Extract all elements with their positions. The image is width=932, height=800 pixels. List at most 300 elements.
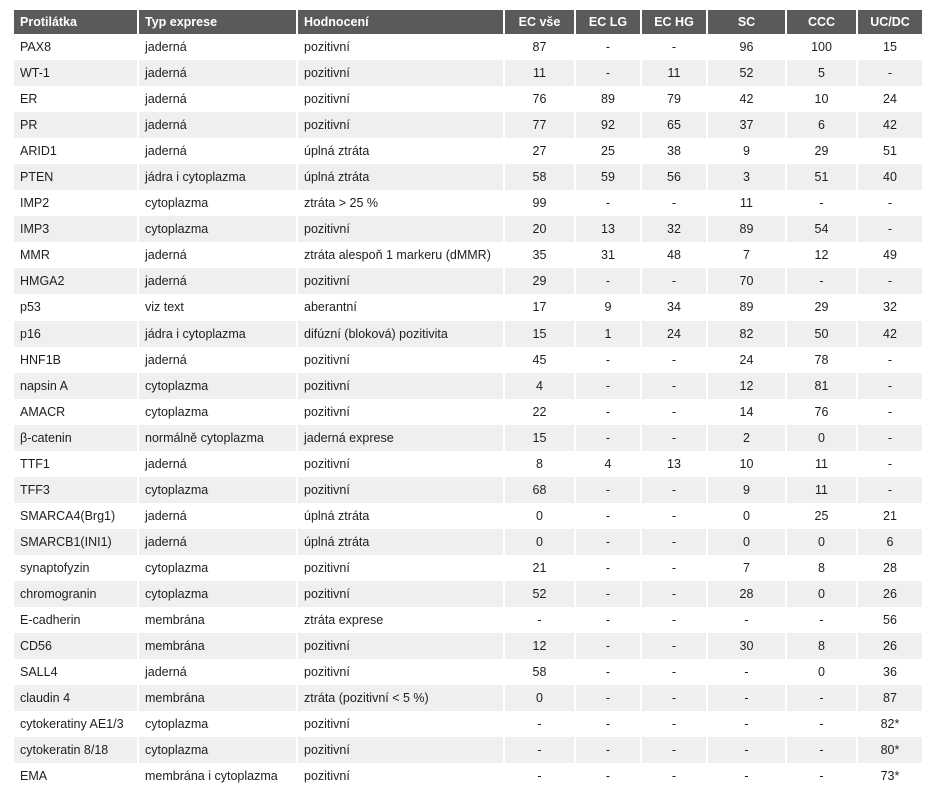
table-row [14, 294, 922, 320]
cell-ccc: 6 [787, 112, 856, 138]
cell-uc-dc: - [858, 425, 922, 451]
cell-sc: - [708, 763, 785, 789]
cell-expression-type: cytoplazma [139, 581, 296, 607]
cell-uc-dc: 26 [858, 581, 922, 607]
table-row [14, 138, 922, 164]
cell-ec-lg: - [576, 685, 640, 711]
table-row [14, 555, 922, 581]
cell-sc: 96 [708, 34, 785, 60]
cell-expression-type: jaderná [139, 503, 296, 529]
cell-expression-type: cytoplazma [139, 711, 296, 737]
cell-sc: 37 [708, 112, 785, 138]
cell-ec-lg: - [576, 373, 640, 399]
cell-ec-lg: - [576, 60, 640, 86]
cell-evaluation: pozitivní [298, 60, 503, 86]
cell-ec-hg: 11 [642, 60, 706, 86]
cell-ec-lg: - [576, 633, 640, 659]
cell-sc: 3 [708, 164, 785, 190]
table-row [14, 347, 922, 373]
table-row [14, 321, 922, 347]
cell-uc-dc: 42 [858, 112, 922, 138]
cell-ec-lg: - [576, 190, 640, 216]
table-row [14, 164, 922, 190]
cell-uc-dc: - [858, 347, 922, 373]
cell-ec-lg: 1 [576, 321, 640, 347]
cell-uc-dc: - [858, 451, 922, 477]
cell-expression-type: jádra i cytoplazma [139, 164, 296, 190]
cell-ec-hg: - [642, 190, 706, 216]
cell-ec-all: 21 [505, 555, 574, 581]
cell-uc-dc: 32 [858, 294, 922, 320]
cell-evaluation: aberantní [298, 294, 503, 320]
cell-sc: 9 [708, 138, 785, 164]
cell-evaluation: pozitivní [298, 763, 503, 789]
cell-ec-all: 15 [505, 321, 574, 347]
cell-evaluation: úplná ztráta [298, 164, 503, 190]
header-ccc: CCC [787, 10, 856, 34]
table-row [14, 399, 922, 425]
cell-expression-type: normálně cytoplazma [139, 425, 296, 451]
cell-sc: 7 [708, 555, 785, 581]
cell-evaluation: úplná ztráta [298, 138, 503, 164]
cell-ccc: 11 [787, 477, 856, 503]
cell-antibody: SMARCB1(INI1) [14, 529, 137, 555]
cell-ec-all: - [505, 763, 574, 789]
header-typ-exprese: Typ exprese [139, 10, 296, 34]
cell-sc: 9 [708, 477, 785, 503]
cell-ccc: 29 [787, 138, 856, 164]
cell-ccc: 11 [787, 451, 856, 477]
cell-ec-all: 45 [505, 347, 574, 373]
cell-evaluation: pozitivní [298, 399, 503, 425]
cell-evaluation: ztráta (pozitivní < 5 %) [298, 685, 503, 711]
cell-antibody: IMP3 [14, 216, 137, 242]
cell-uc-dc: - [858, 373, 922, 399]
cell-evaluation: pozitivní [298, 659, 503, 685]
cell-ec-hg: - [642, 763, 706, 789]
cell-antibody: EMA [14, 763, 137, 789]
cell-expression-type: jaderná [139, 60, 296, 86]
cell-antibody: cytokeratin 8/18 [14, 737, 137, 763]
cell-antibody: napsin A [14, 373, 137, 399]
cell-ec-lg: - [576, 737, 640, 763]
cell-expression-type: cytoplazma [139, 399, 296, 425]
cell-ec-lg: 59 [576, 164, 640, 190]
header-ec-hg: EC HG [642, 10, 706, 34]
cell-sc: 24 [708, 347, 785, 373]
cell-ec-hg: - [642, 711, 706, 737]
cell-ccc: 51 [787, 164, 856, 190]
cell-sc: 28 [708, 581, 785, 607]
cell-ec-hg: - [642, 373, 706, 399]
cell-ccc: 0 [787, 581, 856, 607]
cell-ec-hg: 79 [642, 86, 706, 112]
cell-sc: - [708, 737, 785, 763]
cell-ec-hg: - [642, 268, 706, 294]
cell-evaluation: ztráta alespoň 1 markeru (dMMR) [298, 242, 503, 268]
cell-expression-type: cytoplazma [139, 190, 296, 216]
cell-ec-lg: - [576, 763, 640, 789]
header-uc-dc: UC/DC [858, 10, 922, 34]
cell-ccc: 0 [787, 529, 856, 555]
table-row [14, 503, 922, 529]
cell-ec-all: 0 [505, 503, 574, 529]
cell-antibody: ARID1 [14, 138, 137, 164]
cell-ec-hg: 13 [642, 451, 706, 477]
cell-uc-dc: - [858, 399, 922, 425]
cell-evaluation: pozitivní [298, 373, 503, 399]
cell-ec-all: 0 [505, 529, 574, 555]
cell-ec-all: 58 [505, 659, 574, 685]
cell-expression-type: jaderná [139, 242, 296, 268]
cell-ec-hg: - [642, 425, 706, 451]
cell-uc-dc: 87 [858, 685, 922, 711]
header-protilatka: Protilátka [14, 10, 137, 34]
cell-expression-type: cytoplazma [139, 373, 296, 399]
cell-uc-dc: 42 [858, 321, 922, 347]
cell-evaluation: ztráta exprese [298, 607, 503, 633]
cell-evaluation: pozitivní [298, 581, 503, 607]
cell-expression-type: membrána [139, 685, 296, 711]
cell-ec-hg: 56 [642, 164, 706, 190]
table-row [14, 763, 922, 789]
cell-uc-dc: 80* [858, 737, 922, 763]
cell-sc: 42 [708, 86, 785, 112]
table-row [14, 60, 922, 86]
cell-uc-dc: 26 [858, 633, 922, 659]
cell-uc-dc: 15 [858, 34, 922, 60]
cell-ccc: 8 [787, 633, 856, 659]
table-row [14, 86, 922, 112]
cell-ec-all: 11 [505, 60, 574, 86]
cell-antibody: cytokeratiny AE1/3 [14, 711, 137, 737]
cell-ec-hg: - [642, 555, 706, 581]
cell-antibody: IMP2 [14, 190, 137, 216]
cell-ec-lg: - [576, 607, 640, 633]
cell-ec-all: 20 [505, 216, 574, 242]
header-row [14, 10, 922, 34]
cell-evaluation: úplná ztráta [298, 529, 503, 555]
cell-sc: 30 [708, 633, 785, 659]
cell-ec-all: - [505, 711, 574, 737]
cell-sc: - [708, 711, 785, 737]
cell-uc-dc: 56 [858, 607, 922, 633]
table-row [14, 529, 922, 555]
cell-expression-type: cytoplazma [139, 216, 296, 242]
cell-ec-all: 68 [505, 477, 574, 503]
cell-antibody: PAX8 [14, 34, 137, 60]
table-row [14, 711, 922, 737]
cell-ccc: - [787, 268, 856, 294]
cell-ec-all: - [505, 607, 574, 633]
cell-antibody: E-cadherin [14, 607, 137, 633]
header-hodnoceni: Hodnocení [298, 10, 503, 34]
cell-antibody: claudin 4 [14, 685, 137, 711]
cell-antibody: TTF1 [14, 451, 137, 477]
cell-expression-type: jaderná [139, 347, 296, 373]
cell-ec-lg: - [576, 555, 640, 581]
cell-sc: - [708, 685, 785, 711]
table-row [14, 451, 922, 477]
cell-ec-lg: - [576, 529, 640, 555]
table-row [14, 425, 922, 451]
header-sc: SC [708, 10, 785, 34]
cell-ec-all: 77 [505, 112, 574, 138]
cell-sc: 70 [708, 268, 785, 294]
cell-uc-dc: 21 [858, 503, 922, 529]
cell-expression-type: cytoplazma [139, 477, 296, 503]
cell-expression-type: membrána [139, 633, 296, 659]
cell-antibody: synaptofyzin [14, 555, 137, 581]
cell-ec-all: 15 [505, 425, 574, 451]
table-row [14, 607, 922, 633]
cell-antibody: HNF1B [14, 347, 137, 373]
cell-uc-dc: 28 [858, 555, 922, 581]
cell-ec-hg: - [642, 737, 706, 763]
cell-ccc: - [787, 607, 856, 633]
cell-ec-lg: 13 [576, 216, 640, 242]
cell-ccc: - [787, 190, 856, 216]
cell-uc-dc: 40 [858, 164, 922, 190]
table-row [14, 659, 922, 685]
table-row [14, 216, 922, 242]
cell-antibody: β-catenin [14, 425, 137, 451]
cell-antibody: ER [14, 86, 137, 112]
table-row [14, 34, 922, 60]
cell-ccc: - [787, 685, 856, 711]
cell-evaluation: pozitivní [298, 112, 503, 138]
cell-evaluation: pozitivní [298, 268, 503, 294]
cell-antibody: MMR [14, 242, 137, 268]
cell-expression-type: jaderná [139, 529, 296, 555]
cell-ec-hg: - [642, 685, 706, 711]
cell-antibody: p16 [14, 321, 137, 347]
cell-evaluation: pozitivní [298, 555, 503, 581]
cell-ec-hg: - [642, 581, 706, 607]
cell-ec-hg: - [642, 347, 706, 373]
cell-ec-all: 17 [505, 294, 574, 320]
cell-ec-lg: 4 [576, 451, 640, 477]
cell-ccc: 50 [787, 321, 856, 347]
cell-ec-all: 87 [505, 34, 574, 60]
cell-ec-hg: - [642, 399, 706, 425]
header-ec-vse: EC vše [505, 10, 574, 34]
cell-ec-all: 4 [505, 373, 574, 399]
cell-uc-dc: - [858, 190, 922, 216]
cell-sc: 10 [708, 451, 785, 477]
cell-ec-hg: 65 [642, 112, 706, 138]
cell-ccc: 100 [787, 34, 856, 60]
table-body [14, 34, 922, 789]
table-row [14, 112, 922, 138]
cell-uc-dc: - [858, 268, 922, 294]
table-row [14, 633, 922, 659]
cell-evaluation: pozitivní [298, 451, 503, 477]
cell-sc: 14 [708, 399, 785, 425]
cell-ec-hg: - [642, 34, 706, 60]
cell-ec-lg: - [576, 503, 640, 529]
cell-sc: - [708, 659, 785, 685]
cell-ec-lg: - [576, 399, 640, 425]
cell-sc: 2 [708, 425, 785, 451]
cell-expression-type: cytoplazma [139, 555, 296, 581]
cell-ec-all: 0 [505, 685, 574, 711]
cell-ccc: 54 [787, 216, 856, 242]
cell-evaluation: pozitivní [298, 216, 503, 242]
cell-ec-lg: - [576, 425, 640, 451]
cell-ec-lg: 9 [576, 294, 640, 320]
cell-sc: 0 [708, 529, 785, 555]
cell-ccc: 81 [787, 373, 856, 399]
cell-evaluation: jaderná exprese [298, 425, 503, 451]
cell-ec-hg: 38 [642, 138, 706, 164]
cell-sc: 12 [708, 373, 785, 399]
table-row [14, 268, 922, 294]
cell-uc-dc: 6 [858, 529, 922, 555]
cell-uc-dc: - [858, 60, 922, 86]
cell-antibody: PTEN [14, 164, 137, 190]
cell-ec-all: 22 [505, 399, 574, 425]
cell-ec-hg: 48 [642, 242, 706, 268]
cell-ec-lg: - [576, 34, 640, 60]
cell-evaluation: pozitivní [298, 711, 503, 737]
cell-sc: 89 [708, 216, 785, 242]
cell-ec-lg: 25 [576, 138, 640, 164]
cell-ccc: - [787, 737, 856, 763]
table-row [14, 242, 922, 268]
cell-antibody: CD56 [14, 633, 137, 659]
cell-expression-type: jaderná [139, 86, 296, 112]
cell-ec-all: 8 [505, 451, 574, 477]
table-row [14, 581, 922, 607]
cell-ec-all: 58 [505, 164, 574, 190]
table-row [14, 477, 922, 503]
cell-ec-lg: - [576, 659, 640, 685]
cell-ec-all: 99 [505, 190, 574, 216]
cell-sc: - [708, 607, 785, 633]
table-row [14, 685, 922, 711]
cell-ec-all: 35 [505, 242, 574, 268]
cell-sc: 82 [708, 321, 785, 347]
cell-expression-type: cytoplazma [139, 737, 296, 763]
cell-antibody: p53 [14, 294, 137, 320]
cell-antibody: HMGA2 [14, 268, 137, 294]
cell-ec-all: - [505, 737, 574, 763]
cell-ec-all: 76 [505, 86, 574, 112]
cell-uc-dc: 49 [858, 242, 922, 268]
cell-ec-hg: - [642, 503, 706, 529]
cell-ccc: 12 [787, 242, 856, 268]
cell-antibody: AMACR [14, 399, 137, 425]
cell-ec-hg: - [642, 477, 706, 503]
cell-expression-type: membrána i cytoplazma [139, 763, 296, 789]
cell-evaluation: pozitivní [298, 737, 503, 763]
cell-expression-type: jaderná [139, 138, 296, 164]
cell-ccc: 29 [787, 294, 856, 320]
cell-evaluation: pozitivní [298, 477, 503, 503]
table-row [14, 737, 922, 763]
cell-expression-type: jaderná [139, 659, 296, 685]
cell-evaluation: ztráta > 25 % [298, 190, 503, 216]
header-ec-lg: EC LG [576, 10, 640, 34]
cell-ec-lg: - [576, 711, 640, 737]
cell-ec-lg: 89 [576, 86, 640, 112]
cell-ec-hg: - [642, 659, 706, 685]
cell-expression-type: membrána [139, 607, 296, 633]
cell-sc: 11 [708, 190, 785, 216]
cell-ec-all: 12 [505, 633, 574, 659]
cell-antibody: SMARCA4(Brg1) [14, 503, 137, 529]
cell-ccc: - [787, 711, 856, 737]
cell-ec-lg: - [576, 347, 640, 373]
cell-ec-all: 27 [505, 138, 574, 164]
cell-uc-dc: 73* [858, 763, 922, 789]
cell-ec-all: 29 [505, 268, 574, 294]
cell-ec-hg: - [642, 633, 706, 659]
cell-antibody: SALL4 [14, 659, 137, 685]
cell-evaluation: úplná ztráta [298, 503, 503, 529]
cell-ec-lg: - [576, 268, 640, 294]
cell-expression-type: jaderná [139, 451, 296, 477]
cell-sc: 89 [708, 294, 785, 320]
cell-ec-lg: - [576, 581, 640, 607]
cell-sc: 7 [708, 242, 785, 268]
cell-ccc: - [787, 763, 856, 789]
cell-uc-dc: 82* [858, 711, 922, 737]
cell-antibody: chromogranin [14, 581, 137, 607]
cell-ccc: 0 [787, 425, 856, 451]
cell-evaluation: pozitivní [298, 86, 503, 112]
table-row [14, 373, 922, 399]
cell-expression-type: viz text [139, 294, 296, 320]
cell-antibody: WT-1 [14, 60, 137, 86]
cell-sc: 0 [708, 503, 785, 529]
cell-ec-hg: - [642, 529, 706, 555]
cell-ec-hg: 32 [642, 216, 706, 242]
cell-sc: 52 [708, 60, 785, 86]
cell-ccc: 25 [787, 503, 856, 529]
cell-expression-type: jaderná [139, 34, 296, 60]
cell-uc-dc: 51 [858, 138, 922, 164]
cell-uc-dc: 36 [858, 659, 922, 685]
cell-ccc: 76 [787, 399, 856, 425]
cell-evaluation: pozitivní [298, 347, 503, 373]
cell-ccc: 8 [787, 555, 856, 581]
cell-ccc: 10 [787, 86, 856, 112]
cell-ec-all: 52 [505, 581, 574, 607]
cell-evaluation: pozitivní [298, 633, 503, 659]
cell-uc-dc: 24 [858, 86, 922, 112]
cell-ec-lg: 92 [576, 112, 640, 138]
cell-expression-type: jaderná [139, 112, 296, 138]
cell-ccc: 0 [787, 659, 856, 685]
cell-expression-type: jaderná [139, 268, 296, 294]
cell-ec-lg: 31 [576, 242, 640, 268]
cell-expression-type: jádra i cytoplazma [139, 321, 296, 347]
cell-antibody: TFF3 [14, 477, 137, 503]
cell-ec-hg: 24 [642, 321, 706, 347]
cell-uc-dc: - [858, 216, 922, 242]
table-row [14, 190, 922, 216]
cell-ec-hg: 34 [642, 294, 706, 320]
cell-ccc: 5 [787, 60, 856, 86]
cell-ec-hg: - [642, 607, 706, 633]
cell-evaluation: pozitivní [298, 34, 503, 60]
cell-uc-dc: - [858, 477, 922, 503]
cell-ec-lg: - [576, 477, 640, 503]
cell-antibody: PR [14, 112, 137, 138]
immunohistochemistry-table [12, 10, 924, 789]
